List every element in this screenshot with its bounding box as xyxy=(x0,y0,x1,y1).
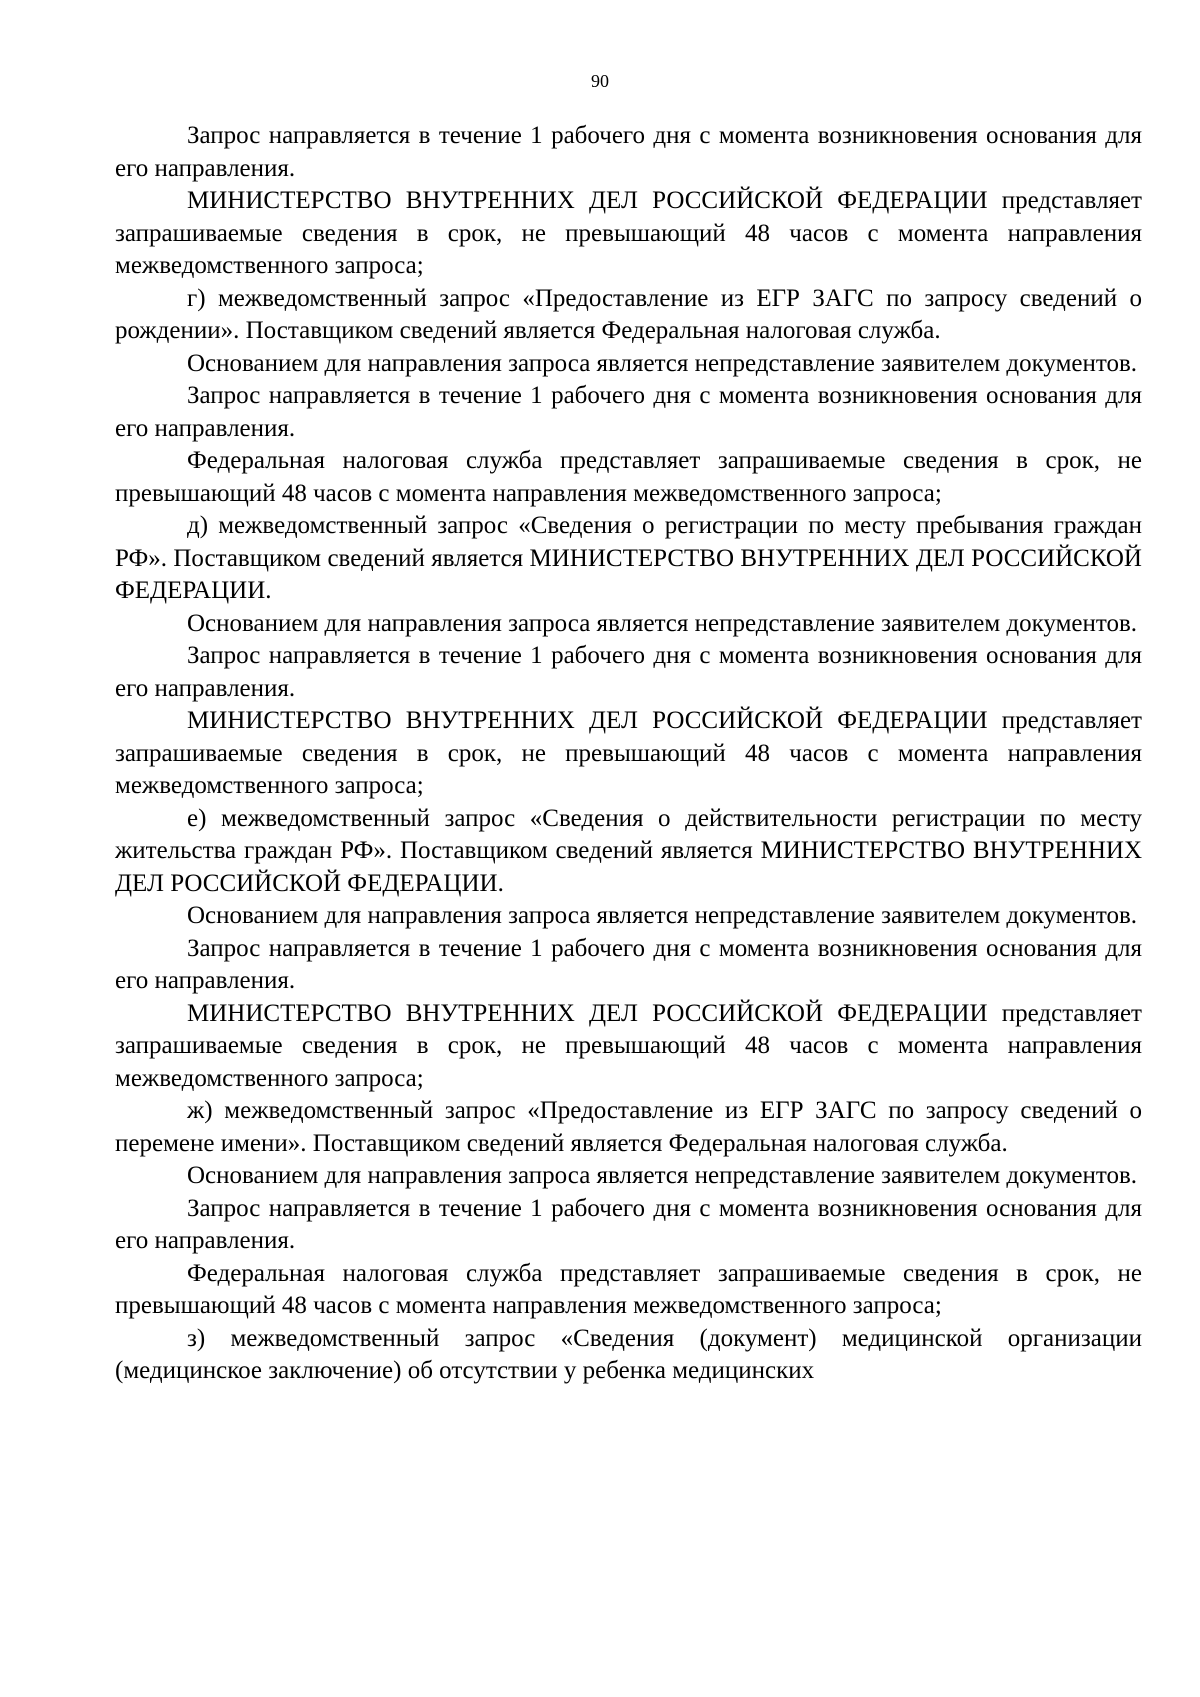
paragraph: Основанием для направления запроса является непредставление заявителем документов. xyxy=(187,609,1138,637)
paragraph: Федеральная налоговая служба представляет запрашиваемые сведения в срок, не превышающий 48 часов с момента направления межведомственного запроса; xyxy=(115,1259,1142,1319)
document-body xyxy=(115,120,1142,1388)
paragraph: МИНИСТЕРСТВО ВНУТРЕННИХ ДЕЛ РОССИЙСКОЙ ФЕДЕРАЦИИ представляет запрашиваемые сведения в срок, не превышающий 48 часов с момента направления межведомственного запроса; xyxy=(115,999,1142,1092)
paragraph: Запрос направляется в течение 1 рабочего дня с момента возникновения основания для его направления. xyxy=(115,1194,1142,1254)
paragraph: е) межведомственный запрос «Сведения о действительности регистрации по месту жительства граждан РФ». Поставщиком сведений является МИНИСТЕРСТВО ВНУТРЕННИХ ДЕЛ РОССИЙСКОЙ ФЕДЕРАЦИИ. xyxy=(115,804,1142,897)
page-number: 90 xyxy=(591,71,609,91)
paragraph: Федеральная налоговая служба представляет запрашиваемые сведения в срок, не превышающий 48 часов с момента направления межведомственного запроса; xyxy=(115,447,1142,507)
paragraph: МИНИСТЕРСТВО ВНУТРЕННИХ ДЕЛ РОССИЙСКОЙ ФЕДЕРАЦИИ представляет запрашиваемые сведения в срок, не превышающий 48 часов с момента направления межведомственного запроса; xyxy=(115,187,1142,279)
paragraph: д) межведомственный запрос «Сведения о регистрации по месту пребывания граждан РФ». Поставщиком сведений является МИНИСТЕРСТВО ВНУТРЕННИХ ДЕЛ РОССИЙСКОЙ ФЕДЕРАЦИИ. xyxy=(115,512,1142,604)
paragraph: Основанием для направления запроса является непредставление заявителем документов. xyxy=(187,349,1138,377)
paragraph: Основанием для направления запроса является непредставление заявителем документов. xyxy=(187,902,1138,929)
paragraph: Запрос направляется в течение 1 рабочего дня с момента возникновения основания для его направления. xyxy=(115,642,1142,702)
paragraph: з) межведомственный запрос «Сведения (документ) медицинской организации (медицинское заключение) об отсутствии у ребенка медицинских xyxy=(115,1324,1142,1384)
paragraph: г) межведомственный запрос «Предоставление из ЕГР ЗАГС по запросу сведений о рождении». Поставщиком сведений является Федеральная налоговая служба. xyxy=(115,284,1142,344)
paragraph: МИНИСТЕРСТВО ВНУТРЕННИХ ДЕЛ РОССИЙСКОЙ ФЕДЕРАЦИИ представляет запрашиваемые сведения в срок, не превышающий 48 часов с момента направления межведомственного запроса; xyxy=(115,707,1142,799)
paragraph: ж) межведомственный запрос «Предоставление из ЕГР ЗАГС по запросу сведений о перемене имени». Поставщиком сведений является Федеральная налоговая служба. xyxy=(115,1097,1142,1157)
paragraph: Запрос направляется в течение 1 рабочего дня с момента возникновения основания для его направления. xyxy=(115,382,1142,442)
paragraph: Запрос направляется в течение 1 рабочего дня с момента возникновения основания для его направления. xyxy=(115,122,1142,182)
paragraph: Запрос направляется в течение 1 рабочего дня с момента возникновения основания для его направления. xyxy=(115,934,1142,994)
paragraph: Основанием для направления запроса является непредставление заявителем документов. xyxy=(187,1162,1138,1189)
